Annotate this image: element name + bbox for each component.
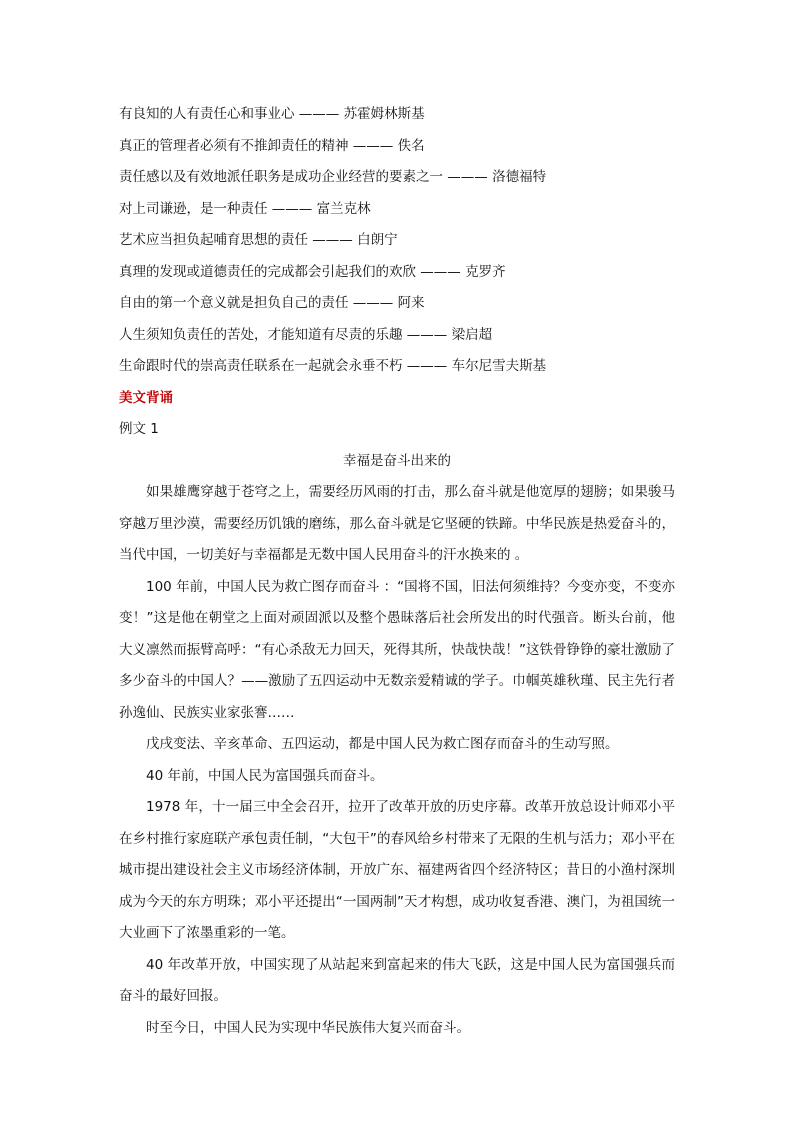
essay-paragraph: 40 年改革开放，中国实现了从站起来到富起来的伟大飞跃，这是中国人民为富国强兵而奋斗的最好回报。 bbox=[119, 956, 675, 1004]
essay-paragraph: 100 年前，中国人民为救亡图存而奋斗 ：“国将不国，旧法何须维持？今变亦变，不变亦变！”这是他在朝堂之上面对顽固派以及整个愚昧落后社会所发出的时代强音。断头台前，他大义凛然而振臂高呼：“有心杀敌无力回天，死得其所，快哉快哉！”这铁骨铮铮的豪壮激励了多少奋斗的中国人？——激励了五四运动中无数亲爱精诚的学子。巾帼英雄秋瑾、民主先行者孙逸仙、民族实业家张謇…… bbox=[119, 578, 675, 721]
quote-line: 真正的管理者必须有不推卸责任的精神 ——— 佚名 bbox=[119, 137, 425, 154]
quote-line: 对上司谦逊，是一种责任 ——— 富兰克林 bbox=[119, 200, 371, 217]
quote-line: 自由的第一个意义就是担负自己的责任 ——— 阿来 bbox=[119, 295, 425, 311]
essay-paragraph: 40 年前，中国人民为富国强兵而奋斗。 bbox=[146, 767, 384, 784]
quote-line: 艺术应当担负起哺育思想的责任 ——— 白朗宁 bbox=[119, 232, 398, 248]
section-title: 美文背诵 bbox=[119, 389, 173, 406]
essay-paragraph: 戊戌变法、辛亥革命、五四运动，都是中国人民为救亡图存而奋斗的生动写照。 bbox=[146, 736, 619, 752]
example-label: 例文 1 bbox=[119, 421, 159, 437]
essay-paragraph: 如果雄鹰穿越于苍穹之上，需要经历风雨的打击，那么奋斗就是他宽厚的翅膀；如果骏马穿越万里沙漠，需要经历饥饿的磨练，那么奋斗就是它坚硬的铁蹄。中华民族是热爱奋斗的，当代中国，一切美好与幸福都是无数中国人民用奋斗的汗水换来的 。 bbox=[119, 484, 675, 563]
document-content bbox=[119, 99, 675, 1044]
quote-line: 人生须知负责任的苦处，才能知道有尽责的乐趣 ——— 梁启超 bbox=[119, 326, 493, 343]
quote-line: 生命跟时代的崇高责任联系在一起就会永垂不朽 ——— 车尔尼雪夫斯基 bbox=[119, 358, 547, 374]
essay-body bbox=[119, 477, 675, 1044]
essay-paragraph: 时至今日，中国人民为实现中华民族伟大复兴而奋斗。 bbox=[146, 1019, 470, 1036]
quote-line: 有良知的人有责任心和事业心 ——— 苏霍姆林斯基 bbox=[119, 106, 425, 122]
quote-line: 责任感以及有效地派任职务是成功企业经营的要素之一 ——— 洛德福特 bbox=[119, 169, 547, 185]
essay-title: 幸福是奋斗出来的 bbox=[343, 452, 451, 469]
essay-paragraph: 1978 年，十一届三中全会召开，拉开了改革开放的历史序幕。改革开放总设计师邓小平在乡村推行家庭联产承包责任制，“大包干”的春风给乡村带来了无限的生机与活力；邓小平在城市提出建设社会主义市场经济体制，开放广东、福建两省四个经济特区；昔日的小渔村深圳成为今天的东方明珠；邓小平还提出“一国两制”天才构想，成功收复香港、澳门，为祖国统一大业画下了浓墨重彩的一笔。 bbox=[119, 799, 675, 941]
quote-line: 真理的发现或道德责任的完成都会引起我们的欢欣 ——— 克罗齐 bbox=[119, 263, 506, 280]
quote-list bbox=[119, 99, 675, 383]
